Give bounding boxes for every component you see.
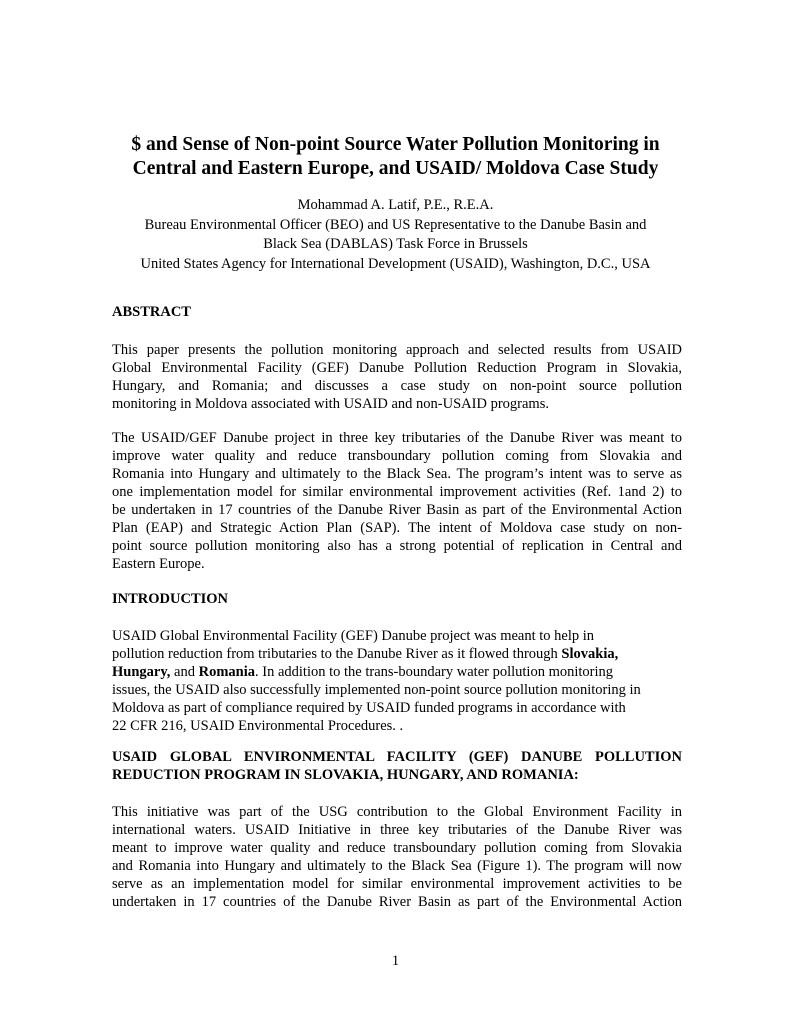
author-block — [80, 196, 711, 274]
text-run: pollution reduction from tributaries to the Danube River as it flowed through — [112, 646, 562, 662]
abstract-heading: ABSTRACT — [112, 304, 191, 320]
author-affiliation-3: United States Agency for International Development (USAID), Washington, D.C., USA — [140, 255, 651, 272]
title-line-1: $ and Sense of Non-point Source Water Pollution Monitoring in — [131, 134, 660, 155]
paper-title — [80, 133, 711, 181]
text-line: The USAID/GEF Danube project in three key tributaries of the Danube River was meant to — [112, 430, 682, 446]
introduction-paragraph — [112, 627, 682, 735]
text-line: This initiative was part of the USG contribution to the Global Environment Facility in — [112, 804, 682, 820]
text-line: USAID Global Environmental Facility (GEF) Danube project was meant to help in — [112, 628, 595, 644]
text-line: Plan (EAP) and Strategic Action Plan (SAP). The intent of Moldova case study on non- — [112, 520, 682, 536]
author-affiliation-1: Bureau Environmental Officer (BEO) and US Representative to the Danube Basin and — [144, 216, 647, 233]
text-line: meant to improve water quality and reduce transboundary pollution coming from Slovakia — [112, 840, 682, 856]
text-line: Eastern Europe. — [112, 556, 205, 572]
text-line: Global Environmental Facility (GEF) Danube Pollution Reduction Program in Slovakia, — [112, 360, 682, 376]
text-line: issues, the USAID also successfully implemented non-point source pollution monitoring in — [112, 682, 641, 698]
text-line: international waters. USAID Initiative in three key tributaries of the Danube River was — [112, 822, 682, 838]
author-affiliation-2: Black Sea (DABLAS) Task Force in Brussels — [263, 236, 528, 252]
text-line: Romania into Hungary and ultimately to the Black Sea. The program’s intent was to serve as — [112, 466, 682, 482]
text-line: Moldova as part of compliance required by USAID funded programs in accordance with — [112, 700, 626, 716]
text-run: and — [170, 664, 199, 680]
text-line: This paper presents the pollution monitoring approach and selected results from USAID — [112, 342, 682, 358]
text-line: Hungary, and Romania; and discusses a case study on non-point source pollution — [112, 378, 682, 394]
title-line-2: Central and Eastern Europe, and USAID/ Moldova Case Study — [132, 158, 659, 179]
section-heading-gef-danube — [112, 748, 682, 784]
text-line — [112, 645, 682, 663]
heading-line: REDUCTION PROGRAM IN SLOVAKIA, HUNGARY, AND ROMANIA: — [112, 767, 579, 783]
abstract-paragraph-1 — [112, 341, 682, 413]
text-line: and Romania into Hungary and ultimately to the Black Sea (Figure 1). The program will now — [112, 858, 682, 874]
text-line: point source pollution monitoring also has a strong potential of replication in Central and — [112, 538, 682, 554]
country-hungary: Hungary, — [112, 664, 171, 680]
text-line: one implementation model for similar environmental improvement activities (Ref. 1and 2) to — [112, 484, 682, 500]
text-line: undertaken in 17 countries of the Danube River Basin as part of the Environmental Action — [112, 894, 682, 910]
text-line: be undertaken in 17 countries of the Danube River Basin as part of the Environmental Action — [112, 502, 682, 518]
text-line: 22 CFR 216, USAID Environmental Procedures. . — [112, 718, 404, 734]
text-run: . In addition to the trans-boundary water pollution monitoring — [255, 664, 614, 680]
author-name: Mohammad A. Latif, P.E., R.E.A. — [297, 197, 494, 213]
text-line: serve as an implementation model for similar environmental improvement activities to be — [112, 876, 682, 892]
page-number: 1 — [391, 953, 400, 969]
text-line: improve water quality and reduce transboundary pollution coming from Slovakia and — [112, 448, 682, 464]
section-paragraph — [112, 803, 682, 911]
heading-line: USAID GLOBAL ENVIRONMENTAL FACILITY (GEF) DANUBE POLLUTION — [112, 749, 682, 765]
text-line — [112, 663, 682, 681]
abstract-paragraph-2 — [112, 429, 682, 573]
country-romania: Romania — [198, 664, 256, 680]
text-line: monitoring in Moldova associated with USAID and non-USAID programs. — [112, 396, 549, 412]
country-slovakia: Slovakia, — [561, 646, 619, 662]
introduction-heading: INTRODUCTION — [112, 591, 229, 607]
